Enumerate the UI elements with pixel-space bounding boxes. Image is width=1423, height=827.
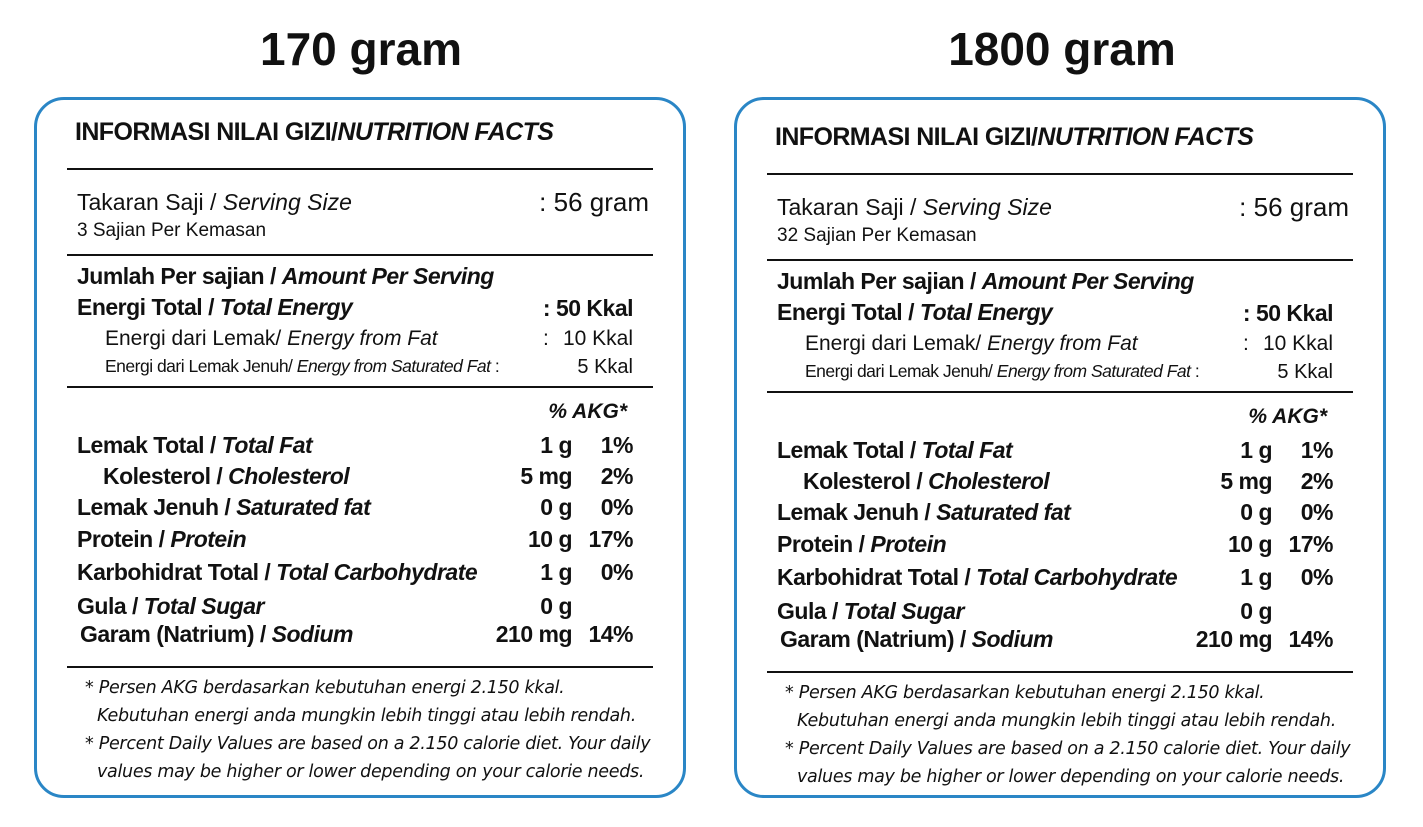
nutrient-id: Protein / [77, 526, 171, 552]
nutrient-row [77, 621, 633, 651]
nutrient-id: Garam (Natrium) / [80, 621, 272, 647]
nutrient-qty: 0 g [1240, 598, 1272, 624]
footnote: * Percent Daily Values are based on a 2.150 calorie diet. Your daily [785, 739, 1351, 759]
energy-satfat-label [805, 361, 1199, 382]
nutrient-en: Total Sugar [843, 598, 964, 624]
servings-per-pack: 32 Sajian Per Kemasan [777, 225, 977, 246]
nutrition-panel-content [67, 100, 653, 795]
divider [67, 386, 653, 388]
size-title-170: 170 gram [259, 23, 462, 75]
nutrient-pct: 0% [1300, 499, 1333, 525]
nutrient-qty: 5 mg [520, 463, 572, 489]
nutrient-id: Karbohidrat Total / [777, 564, 977, 590]
nutrient-id: Lemak Jenuh / [77, 494, 237, 520]
nutrient-id: Kolesterol / [803, 468, 929, 494]
divider [767, 391, 1353, 393]
serving-size-en: Serving Size [922, 194, 1052, 220]
nutrient-pct: 17% [1288, 531, 1333, 557]
nutrient-row [77, 593, 633, 623]
nutrient-id: Protein / [777, 531, 871, 557]
total-energy-label [77, 294, 352, 321]
total-energy-label [777, 299, 1052, 326]
total-energy-id: Energi Total / [777, 299, 920, 325]
energy-satfat-colon: : [490, 356, 500, 376]
total-energy-value: : 50 Kkal [1242, 300, 1333, 326]
akg-header: % AKG* [1248, 405, 1327, 428]
energy-satfat-value: 5 Kkal [577, 356, 633, 378]
footnote: Kebutuhan energi anda mungkin lebih tinggi atau lebih rendah. [797, 711, 1336, 731]
total-energy-en: Total Energy [219, 294, 353, 320]
nutrient-qty: 210 mg [495, 621, 572, 647]
energy-fat-id: Energi dari Lemak/ [805, 332, 988, 355]
serving-size-id: Takaran Saji / [777, 194, 923, 220]
energy-satfat-en: Energy from Saturated Fat [296, 356, 491, 376]
nutrient-label [777, 598, 964, 625]
nutrient-label [77, 432, 312, 459]
amount-per-serving-id: Jumlah Per sajian / [777, 268, 982, 294]
energy-satfat-colon: : [1190, 361, 1200, 381]
nutrient-qty: 10 g [1227, 531, 1272, 557]
nutrient-row [77, 432, 633, 462]
header-english: NUTRITION FACTS [1037, 123, 1254, 151]
total-energy-value: : 50 Kkal [542, 295, 633, 321]
nutrient-row [777, 499, 1333, 529]
nutrient-pct: 1% [1300, 437, 1333, 463]
nutrient-en: Cholesterol [228, 463, 350, 489]
nutrient-id: Lemak Total / [77, 432, 222, 458]
divider [767, 259, 1353, 261]
nutrient-label [803, 468, 1049, 495]
nutrient-en: Cholesterol [928, 468, 1050, 494]
nutrient-id: Gula / [77, 593, 144, 619]
energy-satfat-id: Energi dari Lemak Jenuh/ [105, 356, 297, 376]
footnote: values may be higher or lower depending on your calorie needs. [797, 767, 1345, 787]
nutrient-row [777, 626, 1333, 656]
nutrient-en: Protein [170, 526, 247, 552]
nutrient-row [777, 564, 1333, 594]
servings-per-pack: 3 Sajian Per Kemasan [77, 220, 267, 241]
nutrient-row [777, 437, 1333, 467]
nutrient-en: Saturated fat [236, 494, 371, 520]
nutrient-en: Saturated fat [936, 499, 1071, 525]
nutrient-en: Total Carbohydrate [976, 564, 1178, 590]
nutrient-en: Total Carbohydrate [276, 559, 478, 585]
nutrition-panel-content [767, 105, 1353, 795]
energy-fat-colon: : [1243, 332, 1249, 355]
energy-fat-en: Energy from Fat [987, 332, 1138, 355]
nutrient-pct: 14% [1288, 626, 1333, 652]
nutrition-panel-170 [34, 97, 686, 798]
nutrient-qty: 1 g [1240, 564, 1272, 590]
nutrient-label [77, 526, 246, 553]
nutrient-row [77, 559, 633, 589]
header-indonesian: INFORMASI NILAI GIZI/ [75, 118, 338, 146]
size-title-1800: 1800 gram [948, 23, 1176, 75]
nutrient-pct: 2% [1300, 468, 1333, 494]
nutrient-label [77, 559, 477, 586]
amount-per-serving-en: Amount Per Serving [981, 268, 1194, 294]
nutrient-label [777, 499, 1070, 526]
nutrient-pct: 0% [600, 559, 633, 585]
nutrition-panel-1800 [734, 97, 1386, 798]
amount-per-serving-en: Amount Per Serving [281, 263, 494, 289]
serving-size-label [777, 194, 1052, 221]
nutrient-en: Protein [870, 531, 947, 557]
energy-fat-en: Energy from Fat [287, 327, 438, 350]
nutrient-pct: 1% [600, 432, 633, 458]
nutrient-qty: 5 mg [1220, 468, 1272, 494]
header-indonesian: INFORMASI NILAI GIZI/ [775, 123, 1038, 151]
energy-fat-label [805, 332, 1138, 356]
energy-satfat-value: 5 Kkal [1277, 361, 1333, 383]
nutrient-en: Total Sugar [143, 593, 264, 619]
serving-size-value: : 56 gram [1239, 192, 1349, 222]
nutrient-en: Sodium [271, 621, 353, 647]
nutrient-qty: 1 g [540, 432, 572, 458]
nutrient-en: Sodium [971, 626, 1053, 652]
nutrient-en: Total Fat [921, 437, 1013, 463]
nutrient-qty: 0 g [540, 593, 572, 619]
nutrient-id: Gula / [777, 598, 844, 624]
nutrient-id: Garam (Natrium) / [780, 626, 972, 652]
energy-satfat-id: Energi dari Lemak Jenuh/ [805, 361, 997, 381]
amount-per-serving-id: Jumlah Per sajian / [77, 263, 282, 289]
nutrient-pct: 0% [1300, 564, 1333, 590]
nutrient-qty: 1 g [1240, 437, 1272, 463]
nutrient-qty: 210 mg [1195, 626, 1272, 652]
nutrient-row [777, 468, 1333, 498]
nutrient-row [77, 526, 633, 556]
nutrient-pct: 14% [588, 621, 633, 647]
footnote: * Persen AKG berdasarkan kebutuhan energi 2.150 kkal. [85, 678, 565, 698]
energy-fat-colon: : [543, 327, 549, 350]
nutrient-qty: 0 g [540, 494, 572, 520]
serving-size-id: Takaran Saji / [77, 189, 223, 215]
nutrient-label [103, 463, 349, 490]
energy-fat-id: Energi dari Lemak/ [105, 327, 288, 350]
serving-size-label [77, 189, 352, 216]
nutrient-label [777, 437, 1012, 464]
header-english: NUTRITION FACTS [337, 118, 554, 146]
nutrient-row [777, 531, 1333, 561]
total-energy-id: Energi Total / [77, 294, 220, 320]
nutrient-label [77, 494, 370, 521]
amount-per-serving [777, 268, 1194, 295]
nutrient-qty: 1 g [540, 559, 572, 585]
energy-satfat-label [105, 356, 499, 377]
footnote: * Persen AKG berdasarkan kebutuhan energi 2.150 kkal. [785, 683, 1265, 703]
panel-header [75, 118, 553, 147]
nutrient-row [777, 598, 1333, 628]
divider [67, 168, 653, 170]
nutrient-label [777, 564, 1177, 591]
footnote: Kebutuhan energi anda mungkin lebih tinggi atau lebih rendah. [97, 706, 636, 726]
divider [67, 666, 653, 668]
nutrient-qty: 10 g [527, 526, 572, 552]
footnote: * Percent Daily Values are based on a 2.150 calorie diet. Your daily [85, 734, 651, 754]
nutrient-id: Lemak Total / [777, 437, 922, 463]
nutrient-qty: 0 g [1240, 499, 1272, 525]
energy-fat-value: 10 Kkal [1262, 332, 1333, 355]
divider [767, 671, 1353, 673]
divider [767, 173, 1353, 175]
nutrient-en: Total Fat [221, 432, 313, 458]
nutrient-id: Kolesterol / [103, 463, 229, 489]
akg-header: % AKG* [548, 400, 627, 423]
nutrient-label [80, 621, 353, 648]
nutrient-pct: 0% [600, 494, 633, 520]
energy-fat-value: 10 Kkal [562, 327, 633, 350]
serving-size-en: Serving Size [222, 189, 352, 215]
energy-fat-label [105, 327, 438, 351]
panel-header [775, 123, 1253, 152]
nutrient-pct: 17% [588, 526, 633, 552]
amount-per-serving [77, 263, 494, 290]
nutrient-id: Karbohidrat Total / [77, 559, 277, 585]
nutrient-row [77, 463, 633, 493]
nutrient-id: Lemak Jenuh / [777, 499, 937, 525]
nutrient-label [77, 593, 264, 620]
nutrient-label [777, 531, 946, 558]
footnote: values may be higher or lower depending on your calorie needs. [97, 762, 645, 782]
nutrient-row [77, 494, 633, 524]
divider [67, 254, 653, 256]
nutrient-label [780, 626, 1053, 653]
energy-satfat-en: Energy from Saturated Fat [996, 361, 1191, 381]
serving-size-value: : 56 gram [539, 187, 649, 217]
total-energy-en: Total Energy [919, 299, 1053, 325]
nutrient-pct: 2% [600, 463, 633, 489]
